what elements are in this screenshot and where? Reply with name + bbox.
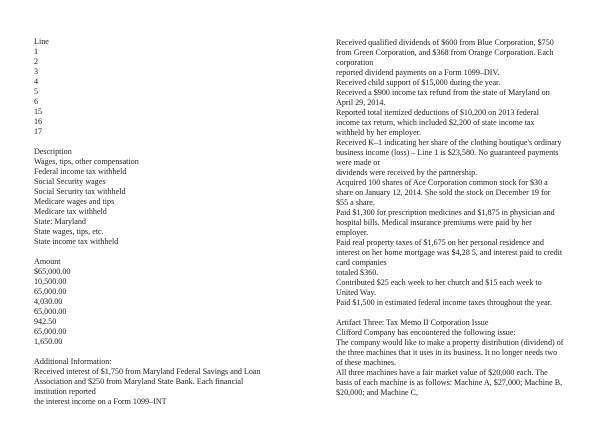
description-item: Social Security wages: [34, 177, 106, 186]
text-line: were made or: [336, 158, 381, 167]
line-number: 15: [34, 107, 43, 116]
text-line: April 29, 2014.: [336, 98, 386, 107]
description-item: Federal income tax withheld: [34, 167, 127, 176]
line-number-list: [34, 47, 292, 137]
spacer: [336, 308, 586, 318]
description-header: Description: [34, 147, 72, 156]
text-line: $55 a share.: [336, 198, 375, 207]
additional-info-header: Additional Information:: [34, 357, 112, 366]
text-line: Received a $900 income tax refund from the state of Maryland on: [336, 88, 550, 97]
additional-info-line: institution reported: [34, 387, 96, 396]
right-column: [336, 38, 586, 398]
description-item: State income tax withheld: [34, 237, 119, 246]
artifact-line: The company would like to make a property distribution (dividend) of: [336, 338, 564, 347]
description-item: Social Security tax withheld: [34, 187, 126, 196]
text-line: corporation: [336, 58, 374, 67]
text-line: withheld by her employer.: [336, 128, 421, 137]
artifact-line: Clifford Company has encountered the following issue:: [336, 328, 516, 337]
additional-info-line: the interest income on a Form 1099–INT: [34, 397, 167, 406]
amount-item: 4,030.00: [34, 297, 63, 306]
text-line: Paid $1,300 for prescription medicines and $1,875 in physician and: [336, 208, 555, 217]
artifact-line: of these machines.: [336, 358, 397, 367]
additional-info-line: Received interest of $1,750 from Maryland Federal Savings and Loan: [34, 367, 261, 376]
additional-info-continued: [336, 38, 586, 308]
artifact-line: basis of each machine is as follows: Machine A, $27,000; Machine B,: [336, 378, 563, 387]
line-number: 5: [34, 87, 39, 96]
spacer: [34, 137, 292, 147]
text-line: income tax return, which included $2,200 of state income tax: [336, 118, 535, 127]
description-item: State: Maryland: [34, 217, 86, 226]
description-item: Medicare wages and tips: [34, 197, 115, 206]
line-number: 1: [34, 47, 39, 56]
text-line: Acquired 100 shares of Ace Corporation common stock for $30 a: [336, 178, 548, 187]
text-line: hospital bills. Medical insurance premiums were paid by her: [336, 218, 532, 227]
text-line: share on January 12, 2014. She sold the stock on December 19 for: [336, 188, 551, 197]
line-number: 16: [34, 117, 43, 126]
text-line: reported dividend payments on a Form 1099–DIV.: [336, 68, 500, 77]
line-number: 17: [34, 127, 43, 136]
text-line: Received child support of $15,000 during the year.: [336, 78, 501, 87]
text-line: Reported total itemized deductions of $10,200 on 2013 federal: [336, 108, 539, 117]
description-item: Wages, tips, other compensation: [34, 157, 139, 166]
line-number: 2: [34, 57, 39, 66]
line-header: Line: [34, 37, 49, 46]
artifact-text: [336, 328, 586, 398]
line-number: 6: [34, 97, 39, 106]
text-line: employer.: [336, 228, 369, 237]
amount-list: [34, 267, 292, 347]
text-line: business income (loss) – Line 1 is $23,580. No guaranteed payments: [336, 148, 559, 157]
left-column: [34, 37, 292, 407]
text-line: Contributed $25 each week to her church and $15 each week to: [336, 278, 542, 287]
text-line: Received qualified dividends of $600 from Blue Corporation, $750: [336, 38, 554, 47]
artifact-line: $20,000; and Machine C,: [336, 388, 419, 397]
description-item: State wages, tips, etc.: [34, 227, 104, 236]
text-line: card companies: [336, 258, 387, 267]
amount-item: 1,650.00: [34, 337, 63, 346]
artifact-line: the three machines that it uses in its business. It no longer needs two: [336, 348, 558, 357]
additional-info-text: [34, 367, 292, 407]
line-number: 3: [34, 67, 39, 76]
description-item: Medicare tax withheld: [34, 207, 107, 216]
spacer: [34, 347, 292, 357]
artifact-title: Artifact Three: Tax Memo II Corporation Issue: [336, 318, 489, 327]
additional-info-line: Association and $250 from Maryland State Bank. Each financial: [34, 377, 244, 386]
amount-item: 65,000.00: [34, 307, 67, 316]
spacer: [34, 247, 292, 257]
amount-item: 10,500.00: [34, 277, 67, 286]
amount-item: 65,000.00: [34, 327, 67, 336]
amount-header: Amount: [34, 257, 61, 266]
amount-item: 942.50: [34, 317, 57, 326]
line-number: 4: [34, 77, 39, 86]
amount-item: $65,000.00: [34, 267, 71, 276]
amount-item: 65,000.00: [34, 287, 67, 296]
text-line: Received K–1 indicating her share of the clothing boutique's ordinary: [336, 138, 562, 147]
artifact-line: All three machines have a fair market value of $20,000 each. The: [336, 368, 548, 377]
text-line: from Green Corporation, and $368 from Orange Corporation. Each: [336, 48, 554, 57]
text-line: interest on her home mortgage was $4,28 5, and interest paid to credit: [336, 248, 563, 257]
text-line: Paid $1,500 in estimated federal income taxes throughout the year.: [336, 298, 552, 307]
description-list: [34, 157, 292, 247]
text-line: dividends were received by the partnership.: [336, 168, 478, 177]
text-line: United Way.: [336, 288, 377, 297]
text-line: totaled $360.: [336, 268, 379, 277]
text-line: Paid real property taxes of $1,675 on her personal residence and: [336, 238, 544, 247]
